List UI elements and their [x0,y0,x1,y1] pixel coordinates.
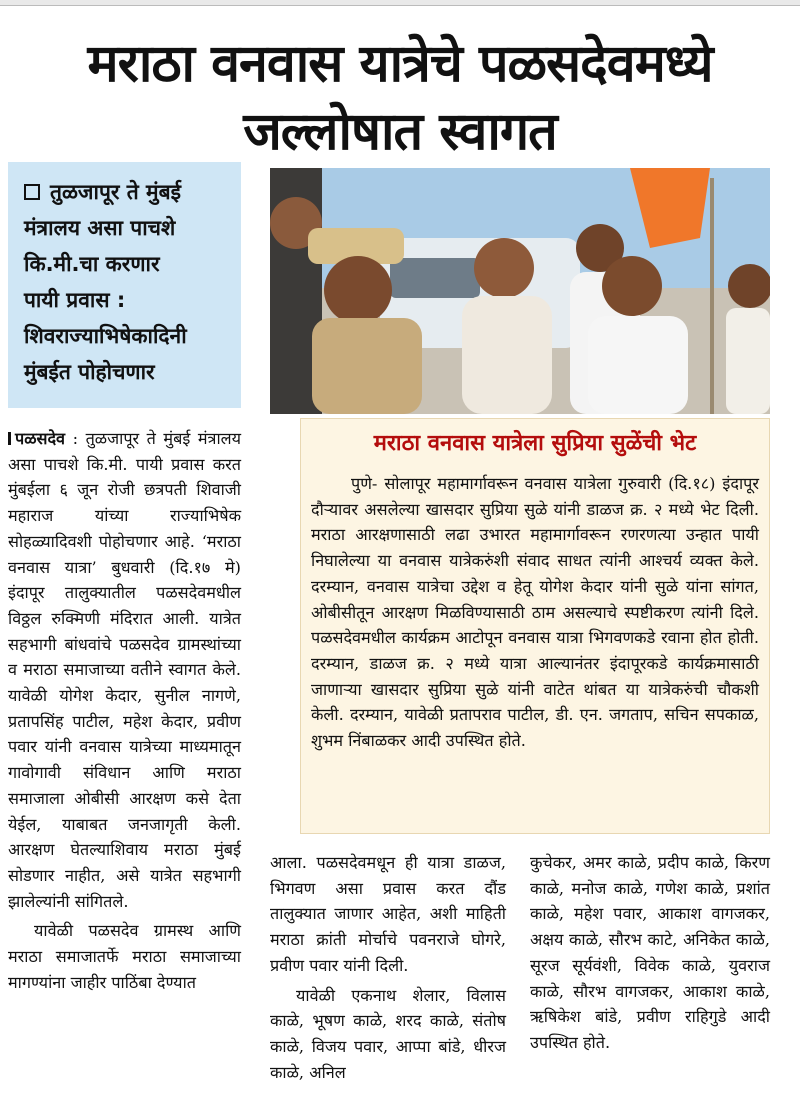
sidebar-line: शिवराज्याभिषेकादिनी [24,324,187,348]
dateline: पळसदेव [8,429,65,448]
article-column-2 [270,850,506,1089]
sidebar-line: कि.मी.चा करणार [24,252,160,276]
box-title: मराठा वनवास यात्रेला सुप्रिया सुळेंची भेट [373,431,697,456]
news-photo [270,168,770,414]
page-top-rule [0,0,800,6]
sidebar-line-text: तुळजापूर ते मुंबई [50,180,181,204]
article-column-3 [530,850,770,1060]
sidebar-line [24,174,231,210]
sidebar-line: पायी प्रवास : [24,288,126,312]
checkbox-icon [24,184,40,200]
sidebar-story-box [300,418,770,834]
article-column-1 [8,426,241,999]
article-text: : तुळजापूर ते मुंबई मंत्रालय असा पाचशे कि.मी. पायी प्रवास करत मुंबईला ६ जून रोजी छत्रपती शिवाजी महाराज यांच्या राज्याभिषेक सोहळ्यादिवशी पोहोचणार आहे. ‘मराठा वनवास यात्रा’ बुधवारी (दि.१७ मे) इंदापूर तालुक्यातील पळसदेवमधील विठ्ठल रुक्मिणी मंदिरात आली. यात्रेत सहभागी बांधवांचे पळसदेव ग्रामस्थांच्या व मराठा समाजाच्या वतीने स्वागत केले. यावेळी योगेश केदार, सुनील नागणे, प्रतापसिंह पाटील, महेश केदार, प्रवीण पवार यांनी वनवास यात्रेच्या माध्यमातून गावोगावी संविधान आणि मराठा समाजाला ओबीसी आरक्षण कसे देता येईल, याबाबत जनजागृती केली. आरक्षण घेतल्याशिवाय मराठा मुंबई सोडणार नाहीत, असे यात्रेत सहभागी झालेल्यांनी सांगितले. [8,429,241,911]
article-paragraph: यावेळी एकनाथ शेलार, विलास काळे, भूषण काळे, शरद काळे, संतोष काळे, विजय पवार, आप्पा बांडे, धीरज काळे, अनिल [270,985,506,1082]
sidebar-line: मुंबईत पोहोचणार [24,360,155,384]
headline [0,30,800,166]
article-paragraph [8,426,241,914]
article-paragraph: कुचेकर, अमर काळे, प्रदीप काळे, किरण काळे, मनोज काळे, गणेश काळे, प्रशांत काळे, महेश पवार, आकाश वागजकर, अक्षय काळे, सौरभ काटे, अनिकेत काळे, सूरज सूर्यवंशी, विवेक काळे, युवराज काळे, सौरभ वागजकर, आकाश काळे, ऋषिकेश बांडे, प्रवीण राहिगुडे आदी उपस्थित होते. [530,853,770,1052]
box-paragraph: पुणे- सोलापूर महामार्गावरून वनवास यात्रेला गुरुवारी (दि.१८) इंदापूर दौऱ्यावर असलेल्या खासदार सुप्रिया सुळे यांनी डाळज क्र. २ मध्ये भेट दिली. मराठा आरक्षणासाठी लढा उभारत महामार्गावरून रणरणत्या उन्हात पायी निघालेल्या या वनवास यात्रेकरुंशी संवाद साधत त्यांनी आश्चर्य व्यक्त केले. दरम्यान, वनवास यात्रेचा उद्देश व हेतू योगेश केदार यांनी सुळे यांना सांगत, ओबीसीतून आरक्षण मिळविण्यासाठी ठाम असल्याचे स्पष्टीकरण त्यांनी दिले. पळसदेवमधील कार्यक्रम आटोपून वनवास यात्रा भिगवणकडे रवाना होत होती. दरम्यान, डाळज क्र. २ मध्ये यात्रा आल्यानंतर इंदापूरकडे कार्यक्रमासाठी जाणाऱ्या खासदार सुप्रिया सुळे यांनी वाटेत थांबत या यात्रेकरुंची चौकशी केली. दरम्यान, यावेळी प्रतापराव पाटील, डी. एन. जगताप, सचिन सपकाळ, शुभम निंबाळकर आदी उपस्थित होते. [311,474,759,751]
box-body [301,461,769,754]
article-paragraph: आला. पळसदेवमधून ही यात्रा डाळज, भिगवण असा प्रवास करत दौंड तालुक्यात जाणार आहेत, अशी माहिती मराठा क्रांती मोर्चाचे पवनराजे घोगरे, प्रवीण पवार यांनी दिली. [270,853,506,975]
highlight-sidebar [8,162,241,408]
photo-illustration [270,168,770,414]
article-paragraph: यावेळी पळसदेव ग्रामस्थ आणि मराठा समाजातर्फे मराठा समाजाच्या मागण्यांना जाहीर पाठिंबा देण्यात [8,921,241,992]
headline-line-1: मराठा वनवास यात्रेचे पळसदेवमध्ये [87,34,713,94]
sidebar-line: मंत्रालय असा पाचशे [24,216,176,240]
headline-line-2: जल्लोषात स्वागत [243,102,557,162]
